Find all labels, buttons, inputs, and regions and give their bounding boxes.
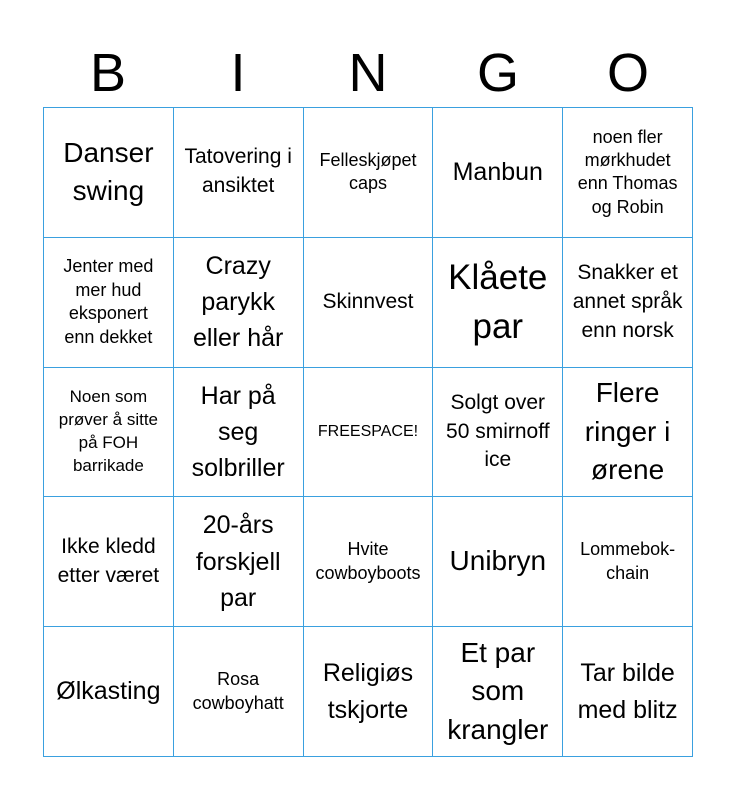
bingo-cell[interactable] [563, 238, 693, 368]
bingo-cell[interactable] [304, 108, 434, 238]
bingo-cell[interactable] [44, 497, 174, 627]
bingo-cell[interactable] [433, 627, 563, 757]
bingo-cell[interactable] [563, 368, 693, 498]
bingo-grid [43, 107, 693, 757]
cell-text: Skinnvest [322, 289, 414, 313]
bingo-cell[interactable] [44, 368, 174, 498]
free-space-text: FREESPACE! [317, 422, 419, 440]
bingo-cell[interactable] [174, 368, 304, 498]
bingo-header [43, 40, 693, 106]
cell-text: Lommebok-chain [580, 539, 676, 583]
header-letter-o: O [606, 43, 649, 103]
cell-text: Felleskjøpet caps [319, 150, 417, 194]
cell-text: Manbun [452, 158, 543, 187]
bingo-cell[interactable] [44, 108, 174, 238]
free-space-cell[interactable] [304, 368, 434, 498]
cell-text: Ikke kledd etter været [57, 534, 160, 587]
bingo-cell[interactable] [174, 108, 304, 238]
bingo-cell[interactable] [174, 627, 304, 757]
bingo-cell[interactable] [304, 497, 434, 627]
cell-text: Jenter med mer hud eksponert enn dekket [63, 256, 154, 347]
bingo-cell[interactable] [44, 238, 174, 368]
cell-text: Rosa cowboyhatt [192, 669, 284, 713]
cell-text: Unibryn [449, 545, 547, 577]
bingo-cell[interactable] [433, 238, 563, 368]
header-letter-i: I [230, 43, 246, 103]
cell-text: 20-års forskjell par [195, 511, 281, 612]
cell-text: Religiøs tskjorte [322, 659, 414, 724]
cell-text: Solgt over 50 smirnoff ice [446, 390, 550, 472]
cell-text: Flere ringer i ørene [584, 377, 671, 486]
cell-text: Crazy parykk eller hår [193, 251, 284, 353]
cell-text: Tar bilde med blitz [577, 659, 678, 724]
cell-text: Klåete par [448, 258, 548, 347]
header-letter-g: G [476, 43, 519, 103]
bingo-cell[interactable] [174, 238, 304, 368]
cell-text: Ølkasting [56, 677, 161, 706]
bingo-cell[interactable] [44, 627, 174, 757]
cell-text: noen fler mørkhudet enn Thomas og Robin [577, 126, 678, 217]
bingo-cell[interactable] [304, 627, 434, 757]
bingo-cell[interactable] [563, 108, 693, 238]
cell-text: Har på seg solbriller [191, 381, 285, 483]
cell-text: Tatovering i ansiktet [184, 145, 292, 198]
cell-text: Snakker et annet språk enn norsk [572, 260, 683, 342]
cell-text: Noen som prøver å sitte på FOH barrikade [58, 387, 158, 475]
header-letter-b: B [89, 43, 127, 103]
bingo-cell[interactable] [563, 627, 693, 757]
bingo-cell[interactable] [433, 368, 563, 498]
header-letter-n: N [348, 43, 388, 103]
cell-text: Hvite cowboyboots [315, 539, 421, 583]
cell-text: Et par som krangler [447, 636, 549, 745]
cell-text: Danser swing [63, 136, 154, 207]
bingo-cell[interactable] [174, 497, 304, 627]
bingo-cell[interactable] [563, 497, 693, 627]
bingo-cell[interactable] [433, 497, 563, 627]
bingo-cell[interactable] [433, 108, 563, 238]
bingo-cell[interactable] [304, 238, 434, 368]
